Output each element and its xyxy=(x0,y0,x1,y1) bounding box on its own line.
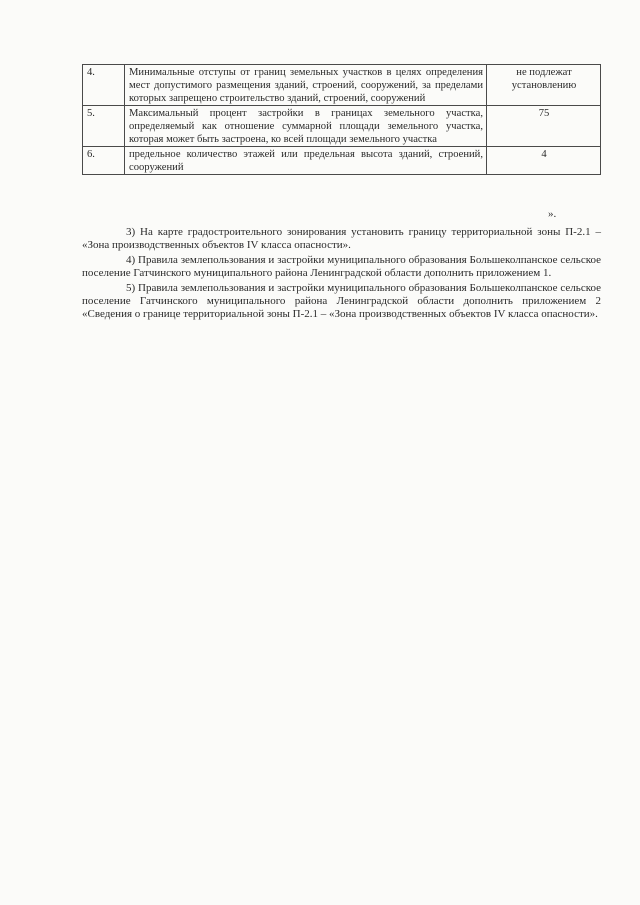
closing-quote: ». xyxy=(548,208,557,220)
paragraph-3: 3) На карте градостроительного зонирования установить границу территориальной зоны П-2.1 – «Зона производственных объектов IV класса опасности». xyxy=(82,226,601,252)
regulations-table xyxy=(82,64,601,175)
body-text xyxy=(82,226,601,323)
row-description: предельное количество этажей или предельная высота зданий, строений, сооружений xyxy=(125,147,487,175)
row-description: Минимальные отступы от границ земельных участков в целях определения мест допустимого размещения зданий, строений, сооружений, за пределами которых запрещено строительство зданий, строений, сооружений xyxy=(125,65,487,106)
row-number: 5. xyxy=(83,106,125,147)
row-value: 75 xyxy=(487,106,601,147)
table-row xyxy=(83,147,601,175)
paragraph-5: 5) Правила землепользования и застройки муниципального образования Большеколпанское сельское поселение Гатчинского муниципального района Ленинградской области дополнить приложением 2 «Сведения о границе территориальной зоны П-2.1 – «Зона производственных объектов IV класса опасности». xyxy=(82,281,601,321)
row-number: 6. xyxy=(83,147,125,175)
row-description: Максимальный процент застройки в границах земельного участка, определяемый как отношение суммарной площади земельного участка, которая может быть застроена, ко всей площади земельного участка xyxy=(125,106,487,147)
table-row xyxy=(83,65,601,106)
row-value: не подлежат установлению xyxy=(487,65,601,106)
paragraph-4: 4) Правила землепользования и застройки муниципального образования Большеколпанское сельское поселение Гатчинского муниципального района Ленинградской области дополнить приложением 1. xyxy=(82,253,601,280)
row-number: 4. xyxy=(83,65,125,106)
row-value: 4 xyxy=(487,147,601,175)
table-row xyxy=(83,106,601,147)
